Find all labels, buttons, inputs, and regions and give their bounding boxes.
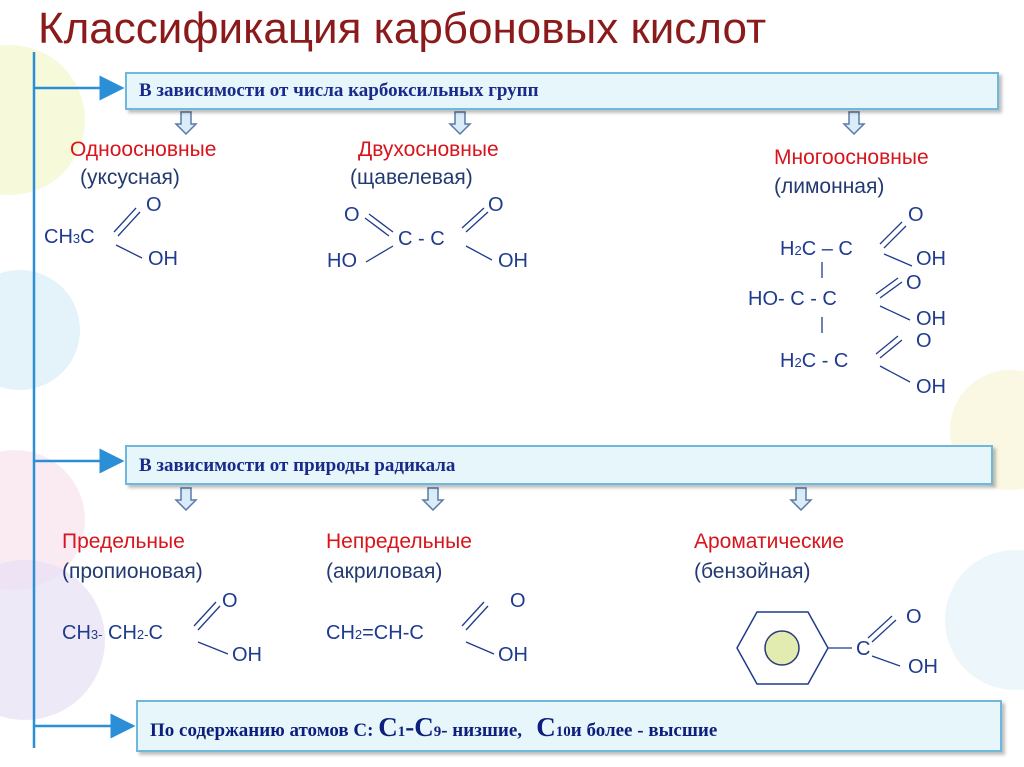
category-box-carbon-atoms: По содержанию атомов С: С1-С9- низшие, С10и более - высшие xyxy=(136,700,1002,752)
example-acetic: (уксусная) xyxy=(80,166,180,189)
example-acrylic: (акриловая) xyxy=(326,560,443,583)
example-benzoic: (бензойная) xyxy=(694,560,811,583)
category-unsaturated: Непредельные xyxy=(326,530,472,553)
category-box-radical xyxy=(125,445,993,485)
category-monobasic: Одноосновные xyxy=(70,138,217,161)
category-box-label: В зависимости от числа карбоксильных групп xyxy=(139,80,539,101)
atoms-prefix: По содержанию атомов С: xyxy=(150,720,379,741)
example-propionic: (пропионовая) xyxy=(62,560,203,583)
category-polybasic: Многоосновные xyxy=(774,146,929,169)
category-aromatic: Ароматические xyxy=(694,530,845,553)
category-saturated: Предельные xyxy=(62,530,185,553)
category-box-label: В зависимости от природы радикала xyxy=(139,455,456,476)
category-dibasic: Двухосновные xyxy=(358,138,499,161)
page-title: Классификация карбоновых кислот xyxy=(38,4,767,53)
example-citric: (лимонная) xyxy=(774,175,885,198)
category-box-carboxyl-groups xyxy=(125,72,999,110)
example-oxalic: (щавелевая) xyxy=(350,166,473,189)
